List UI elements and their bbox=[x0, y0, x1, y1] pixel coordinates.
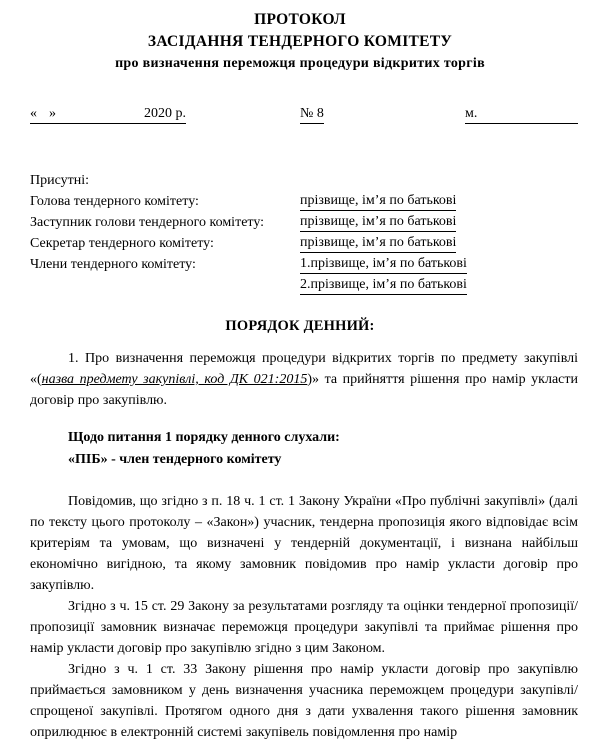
city-prefix: м. bbox=[465, 106, 478, 121]
question-heading: Щодо питання 1 порядку денного слухали: bbox=[68, 430, 340, 445]
attendee-label: Члени тендерного комітету: bbox=[30, 257, 196, 272]
body-paragraph-3: Згідно з ч. 1 ст. 33 Закону рішення про намір укласти договір про закупівлю приймається замовником у день визначення учасника переможцем процедури закупівлі/спрощеної закупівлі. Протягом одного дня з дати ухвалення такого рішення замовник оприлюднює в електронній системі закупівель повідомлення про намір bbox=[30, 662, 578, 740]
attendee-label: Заступник голови тендерного комітету: bbox=[30, 215, 265, 230]
agenda-heading: ПОРЯДОК ДЕННИЙ: bbox=[225, 318, 375, 334]
attendee-value[interactable]: прізвище, ім’я по батькові bbox=[300, 191, 456, 211]
attendee-value[interactable]: 1.прізвище, ім’я по батькові bbox=[300, 254, 467, 274]
question-block bbox=[0, 427, 600, 471]
quote-close: » bbox=[49, 106, 56, 121]
speaker-line: «ПІБ» - член тендерного комітету bbox=[68, 452, 282, 467]
attendee-row bbox=[0, 233, 600, 254]
document-subtitle-2: про визначення переможця процедури відкритих торгів bbox=[115, 56, 485, 71]
attendee-value[interactable]: прізвище, ім’я по батькові bbox=[300, 233, 456, 253]
agenda-item-text-before: Про визначення переможця процедури відкритих торгів по предмету закупівлі «( bbox=[30, 351, 579, 387]
page-title: ПРОТОКОЛ bbox=[254, 11, 346, 28]
attendees-block bbox=[0, 170, 600, 296]
protocol-number[interactable]: № 8 bbox=[300, 106, 324, 124]
year-label: 2020 р. bbox=[144, 106, 186, 121]
document-title-block bbox=[0, 0, 600, 74]
document-subtitle-1: ЗАСІДАННЯ ТЕНДЕРНОГО КОМІТЕТУ bbox=[147, 33, 453, 50]
quote-open: « bbox=[30, 106, 37, 121]
agenda-item-text-after: )» та прийняття рішення про намір укласти договір про закупівлю. bbox=[30, 372, 578, 408]
attendee-value[interactable]: прізвище, ім’я по батькові bbox=[300, 212, 456, 232]
attendee-row bbox=[0, 254, 600, 275]
agenda-item-1 bbox=[0, 348, 600, 411]
attendees-heading: Присутні: bbox=[30, 173, 90, 188]
agenda-item-fill-field[interactable]: назва предмету закупівлі, код ДК 021:2015 bbox=[41, 372, 308, 387]
attendee-value[interactable]: 2.прізвище, ім’я по батькові bbox=[300, 275, 467, 295]
attendee-row bbox=[0, 212, 600, 233]
date-field[interactable] bbox=[30, 106, 186, 124]
dateline-row bbox=[0, 106, 600, 136]
attendee-row bbox=[0, 275, 600, 296]
attendee-label: Секретар тендерного комітету: bbox=[30, 236, 214, 251]
agenda-item-number: 1. bbox=[68, 351, 79, 366]
attendee-row bbox=[0, 191, 600, 212]
body-paragraph-1: Повідомив, що згідно з п. 18 ч. 1 ст. 1 Закону України «Про публічні закупівлі» (далі по тексту цього протоколу – «Закон») учасник, тендерна пропозиція якого відповідає всім критеріям та умовам, що визначені у тендерній документації, і визнана найбільш економічно вигідною, та якому замовник повідомив про намір укласти договір про закупівлю. bbox=[30, 494, 578, 593]
body-paragraph-2: Згідно з ч. 15 ст. 29 Закону за результатами розгляду та оцінки тендерної пропозиції/пропозиції замовник визначає переможця процедури закупівлі та приймає рішення про намір укласти договір про закупівлю згідно з цим Законом. bbox=[30, 599, 578, 656]
attendee-label: Голова тендерного комітету: bbox=[30, 194, 199, 209]
city-field[interactable] bbox=[465, 106, 578, 124]
